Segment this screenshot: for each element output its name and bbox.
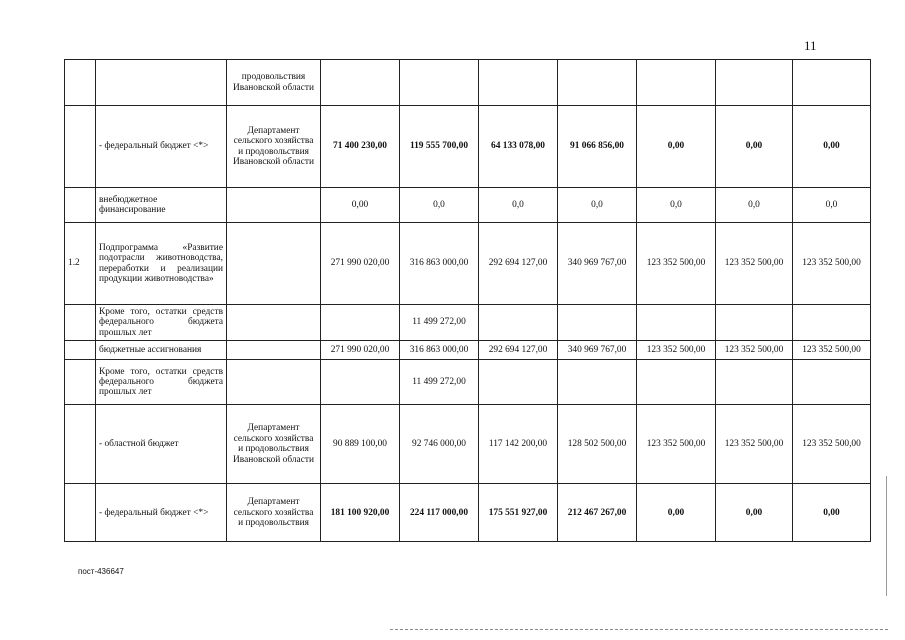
table-row bbox=[65, 60, 871, 106]
value-cell: 0,0 bbox=[716, 188, 793, 223]
value-cell: 175 551 927,00 bbox=[479, 484, 558, 542]
value-cell: 123 352 500,00 bbox=[793, 405, 871, 484]
value-cell: 90 889 100,00 bbox=[321, 405, 400, 484]
table-row bbox=[65, 223, 871, 305]
value-cell: 0,0 bbox=[479, 188, 558, 223]
row-number-cell bbox=[65, 305, 96, 341]
value-cell: 0,00 bbox=[716, 106, 793, 188]
scan-artifact-line bbox=[886, 476, 887, 596]
value-cell: 292 694 127,00 bbox=[479, 341, 558, 360]
value-cell: 71 400 230,00 bbox=[321, 106, 400, 188]
row-executor-cell bbox=[227, 305, 321, 341]
scan-artifact-dotted-line bbox=[390, 629, 890, 630]
value-cell: 0,00 bbox=[637, 484, 716, 542]
row-number-cell: 1.2 bbox=[65, 223, 96, 305]
value-cell: 181 100 920,00 bbox=[321, 484, 400, 542]
table-row bbox=[65, 360, 871, 405]
value-cell: 292 694 127,00 bbox=[479, 223, 558, 305]
row-executor-cell: Департамент сельского хозяйства и продовольствия Ивановской области bbox=[227, 106, 321, 188]
row-number-cell bbox=[65, 341, 96, 360]
row-executor-cell bbox=[227, 360, 321, 405]
table-row bbox=[65, 106, 871, 188]
table-row bbox=[65, 405, 871, 484]
value-cell: 0,0 bbox=[400, 188, 479, 223]
value-cell: 340 969 767,00 bbox=[558, 223, 637, 305]
table-row bbox=[65, 188, 871, 223]
value-cell: 340 969 767,00 bbox=[558, 341, 637, 360]
table-row bbox=[65, 484, 871, 542]
row-number-cell bbox=[65, 360, 96, 405]
row-executor-cell bbox=[227, 341, 321, 360]
value-cell bbox=[479, 305, 558, 341]
row-executor-cell: Департамент сельского хозяйства и продовольствия bbox=[227, 484, 321, 542]
row-executor-cell bbox=[227, 188, 321, 223]
value-cell: 0,0 bbox=[558, 188, 637, 223]
row-name-cell: Кроме того, остатки средств федерального бюджета прошлых лет bbox=[96, 305, 227, 341]
value-cell bbox=[479, 360, 558, 405]
page-number: 11 bbox=[804, 38, 817, 53]
value-cell: 123 352 500,00 bbox=[793, 223, 871, 305]
row-number-cell bbox=[65, 188, 96, 223]
row-executor-cell: Департамент сельского хозяйства и продовольствия Ивановской области bbox=[227, 405, 321, 484]
row-number-cell bbox=[65, 60, 96, 106]
value-cell bbox=[400, 60, 479, 106]
value-cell bbox=[321, 305, 400, 341]
budget-table-body bbox=[65, 60, 871, 542]
value-cell bbox=[637, 305, 716, 341]
row-name-cell: - федеральный бюджет <*> bbox=[96, 106, 227, 188]
value-cell bbox=[558, 60, 637, 106]
row-number-cell bbox=[65, 405, 96, 484]
row-number-cell bbox=[65, 484, 96, 542]
value-cell: 123 352 500,00 bbox=[637, 405, 716, 484]
row-name-cell: - областной бюджет bbox=[96, 405, 227, 484]
row-name-cell: внебюджетное финансирование bbox=[96, 188, 227, 223]
value-cell: 117 142 200,00 bbox=[479, 405, 558, 484]
value-cell bbox=[479, 60, 558, 106]
value-cell: 0,00 bbox=[793, 484, 871, 542]
value-cell: 123 352 500,00 bbox=[793, 341, 871, 360]
value-cell bbox=[716, 60, 793, 106]
value-cell: 316 863 000,00 bbox=[400, 223, 479, 305]
row-name-cell bbox=[96, 60, 227, 106]
table-row bbox=[65, 341, 871, 360]
row-executor-cell bbox=[227, 223, 321, 305]
value-cell: 0,00 bbox=[321, 188, 400, 223]
row-number-cell bbox=[65, 106, 96, 188]
value-cell: 92 746 000,00 bbox=[400, 405, 479, 484]
row-name-cell: - федеральный бюджет <*> bbox=[96, 484, 227, 542]
value-cell: 64 133 078,00 bbox=[479, 106, 558, 188]
value-cell bbox=[716, 360, 793, 405]
value-cell: 271 990 020,00 bbox=[321, 223, 400, 305]
value-cell: 0,0 bbox=[637, 188, 716, 223]
table-row bbox=[65, 305, 871, 341]
value-cell: 128 502 500,00 bbox=[558, 405, 637, 484]
value-cell: 119 555 700,00 bbox=[400, 106, 479, 188]
value-cell bbox=[793, 305, 871, 341]
document-code: пост-436647 bbox=[78, 567, 124, 576]
value-cell bbox=[321, 360, 400, 405]
value-cell: 91 066 856,00 bbox=[558, 106, 637, 188]
value-cell bbox=[637, 360, 716, 405]
value-cell: 212 467 267,00 bbox=[558, 484, 637, 542]
value-cell bbox=[793, 60, 871, 106]
value-cell: 123 352 500,00 bbox=[637, 341, 716, 360]
value-cell: 224 117 000,00 bbox=[400, 484, 479, 542]
value-cell: 0,00 bbox=[637, 106, 716, 188]
value-cell: 123 352 500,00 bbox=[716, 223, 793, 305]
value-cell: 0,00 bbox=[793, 106, 871, 188]
value-cell bbox=[558, 305, 637, 341]
value-cell: 123 352 500,00 bbox=[637, 223, 716, 305]
budget-table bbox=[64, 59, 871, 542]
value-cell: 0,0 bbox=[793, 188, 871, 223]
value-cell: 11 499 272,00 bbox=[400, 305, 479, 341]
value-cell bbox=[558, 360, 637, 405]
row-name-cell: Подпрограмма «Развитие подотрасли животноводства, переработки и реализации продукции животноводства» bbox=[96, 223, 227, 305]
value-cell bbox=[793, 360, 871, 405]
value-cell: 316 863 000,00 bbox=[400, 341, 479, 360]
value-cell bbox=[321, 60, 400, 106]
value-cell bbox=[716, 305, 793, 341]
row-name-cell: бюджетные ассигнования bbox=[96, 341, 227, 360]
value-cell: 0,00 bbox=[716, 484, 793, 542]
value-cell bbox=[637, 60, 716, 106]
value-cell: 123 352 500,00 bbox=[716, 405, 793, 484]
row-executor-cell: продовольствия Ивановской области bbox=[227, 60, 321, 106]
value-cell: 123 352 500,00 bbox=[716, 341, 793, 360]
value-cell: 271 990 020,00 bbox=[321, 341, 400, 360]
row-name-cell: Кроме того, остатки средств федерального бюджета прошлых лет bbox=[96, 360, 227, 405]
value-cell: 11 499 272,00 bbox=[400, 360, 479, 405]
